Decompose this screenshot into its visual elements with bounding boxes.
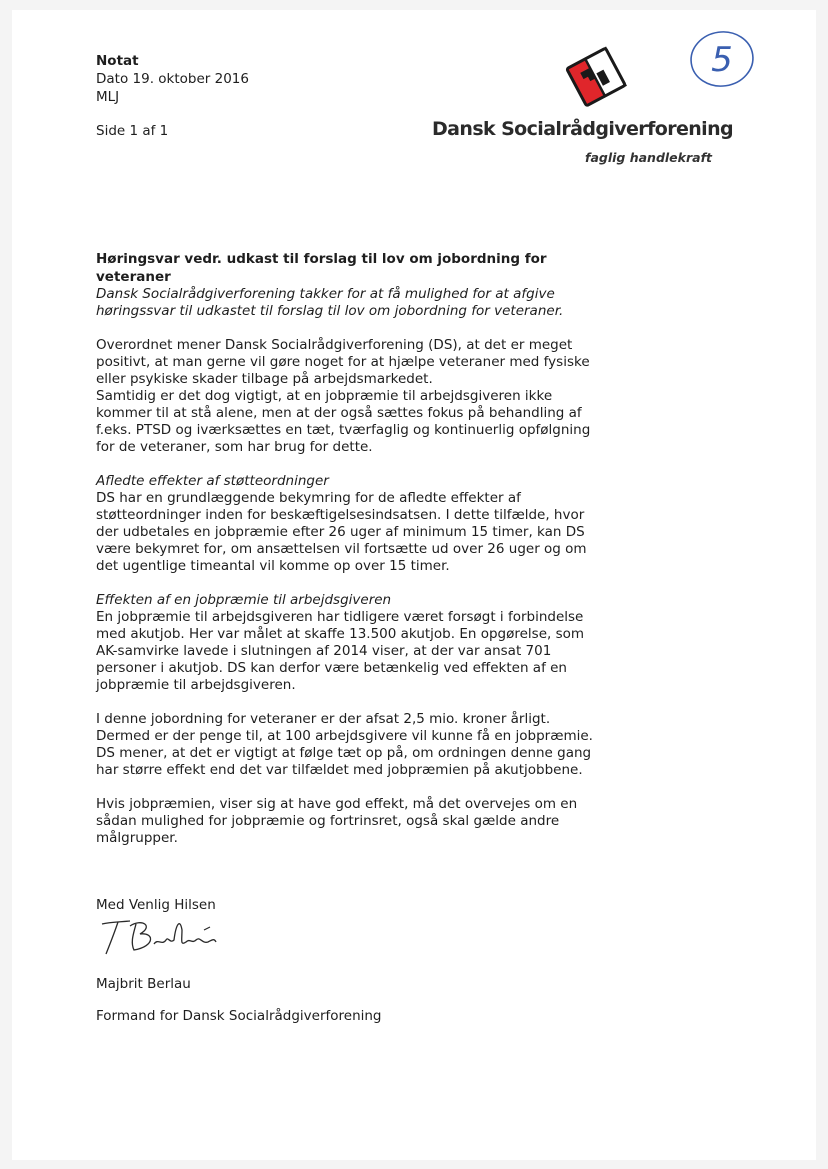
text-line: med akutjob. Her var målet at skaffe 13.500 akutjob. En opgørelse, som (96, 626, 585, 642)
handwritten-number: 5 (711, 40, 733, 80)
org-tagline: faglig handlekraft (585, 150, 712, 165)
text-line: jobpræmie til arbejdsgiveren. (96, 677, 296, 693)
text-line: Hvis jobpræmien, viser sig at have god effekt, må det overvejes om en (96, 796, 578, 812)
initials: MLJ (96, 89, 120, 105)
text-line: En jobpræmie til arbejdsgiveren har tidligere været forsøgt i forbindelse (96, 609, 584, 625)
text-line: har større effekt end det var tilfældet med jobpræmien på akutjobbene. (96, 762, 583, 778)
paragraph-funding (96, 711, 626, 779)
paragraph-afledte (96, 490, 626, 575)
signer-name: Majbrit Berlau (96, 976, 191, 992)
ds-logo-icon (562, 44, 630, 110)
section-heading-afledte: Afledte effekter af støtteordninger (96, 473, 329, 489)
text-line: f.eks. PTSD og iværksættes en tæt, tværfaglig og kontinuerlig opfølgning (96, 422, 591, 438)
signer-title: Formand for Dansk Socialrådgiverforening (96, 1008, 382, 1024)
text-line: Overordnet mener Dansk Socialrådgiverforening (DS), at det er meget (96, 337, 573, 353)
text-line: DS har en grundlæggende bekymring for de afledte effekter af (96, 490, 521, 506)
text-line: personer i akutjob. DS kan derfor være betænkelig ved effekten af en (96, 660, 567, 676)
closing-greeting: Med Venlig Hilsen (96, 897, 216, 913)
doc-type: Notat (96, 53, 139, 69)
text-line: DS mener, at det er vigtigt at følge tæt op på, om ordningen denne gang (96, 745, 592, 761)
text-line: være bekymret for, om ansættelsen vil fortsætte ud over 26 uger og om (96, 541, 587, 557)
handwritten-number-circle (688, 26, 756, 92)
text-line: Samtidig er det dog vigtigt, at en jobpræmie til arbejdsgiveren ikke (96, 388, 553, 404)
text-line: positivt, at man gerne vil gøre noget for at hjælpe veteraner med fysiske (96, 354, 590, 370)
date-line: Dato 19. oktober 2016 (96, 71, 249, 87)
paragraph-overall (96, 337, 626, 456)
text-line: der udbetales en jobpræmie efter 26 uger af minimum 15 timer, kan DS (96, 524, 585, 540)
title-line-1: Høringsvar vedr. udkast til forslag til lov om jobordning for (96, 251, 547, 267)
text-line: det ugentlige timeantal vil komme op over 15 timer. (96, 558, 450, 574)
text-line: sådan mulighed for jobpræmie og fortrinsret, også skal gælde andre (96, 813, 560, 829)
text-line: Dermed er der penge til, at 100 arbejdsgivere vil kunne få en jobpræmie. (96, 728, 593, 744)
letter-body (96, 250, 626, 847)
text-line: kommer til at stå alene, men at der også sættes fokus på behandling af (96, 405, 582, 421)
handwritten-signature (96, 912, 226, 960)
page-number: Side 1 af 1 (96, 123, 169, 139)
text-line: eller psykiske skader tilbage på arbejdsmarkedet. (96, 371, 433, 387)
text-line: støtteordninger inden for beskæftigelsesindsatsen. I dette tilfælde, hvor (96, 507, 585, 523)
document-meta (96, 52, 249, 106)
paragraph-effekten (96, 609, 626, 694)
letter-title (96, 250, 626, 286)
title-line-2: veteraner (96, 269, 171, 285)
text-line: målgrupper. (96, 830, 178, 846)
text-line: I denne jobordning for veteraner er der afsat 2,5 mio. kroner årligt. (96, 711, 551, 727)
intro-paragraph (96, 286, 626, 320)
org-name: Dansk Socialrådgiverforening (432, 118, 734, 140)
intro-line: Dansk Socialrådgiverforening takker for at få mulighed for at afgive (96, 286, 555, 302)
text-line: for de veteraner, som har brug for dette. (96, 439, 373, 455)
intro-line: høringssvar til udkastet til forslag til lov om jobordning for veteraner. (96, 303, 564, 319)
paragraph-effect (96, 796, 626, 847)
text-line: AK-samvirke lavede i slutningen af 2014 viser, at der var ansat 701 (96, 643, 552, 659)
section-heading-effekten: Effekten af en jobpræmie til arbejdsgiveren (96, 592, 392, 608)
